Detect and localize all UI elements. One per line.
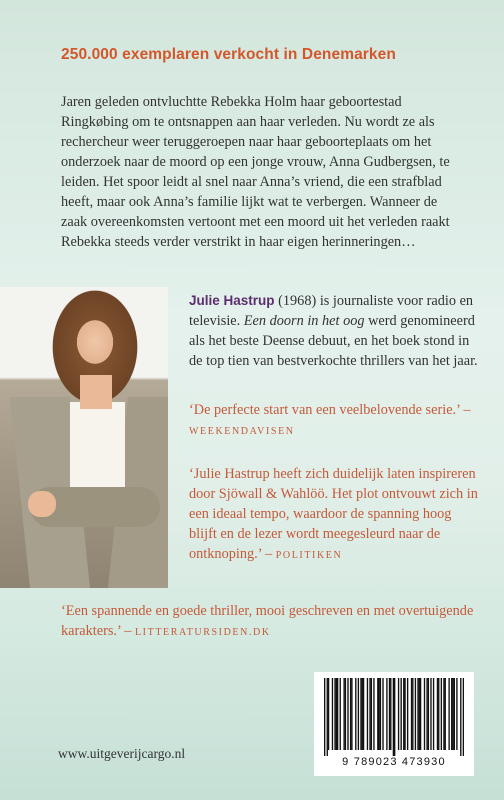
- barcode-bar: [460, 678, 461, 756]
- barcode-bar: [417, 678, 418, 750]
- author-bio-text-2: werd genomineerd als het beste Deense debuut, en het boek stond in de top tien van bestverkochte thrillers van het jaar.: [189, 313, 478, 369]
- barcode-bar: [426, 678, 427, 750]
- quote-source: WEEKENDAVISEN: [189, 426, 295, 437]
- barcode-bar: [350, 678, 351, 750]
- barcode-bar: [363, 678, 364, 750]
- barcode-bar: [445, 678, 446, 750]
- barcode-bar: [337, 678, 338, 750]
- review-quote-1: [189, 400, 479, 442]
- author-bio: [189, 291, 479, 371]
- barcode-bar: [448, 678, 449, 750]
- barcode-bar: [415, 678, 416, 750]
- barcode-bar: [443, 678, 444, 750]
- quote-text: ‘Julie Hastrup heeft zich duidelijk laten inspireren door Sjöwall & Wahlöö. Het plot ontvouwt zich in een ideaal tempo, waardoor de spanning hoog blijft en de lezer wordt meegesleurd naar de ontknoping.’ –: [189, 466, 478, 562]
- barcode-bar: [369, 678, 370, 750]
- publisher-website[interactable]: www.uitgeverijcargo.nl: [58, 746, 186, 761]
- barcode-bar: [345, 678, 346, 750]
- barcode-bar: [452, 678, 453, 750]
- blurb: Jaren geleden ontvluchtte Rebekka Holm haar geboortestad Ringkøbing om te ontsnappen aan haar verleden. Nu wordt ze als rechercheur weer teruggeroepen naar haar geboorteplaats om het onderzoek naar de moord op een jonge vrouw, Anna Gudbergsen, te leiden. Het spoor leidt al snel naar Anna’s vriend, die een strafblad heeft, maar ook Anna’s familie lijkt wat te verbergen. Wanneer de zaak overeenkomsten vertoont met een moord uit het verleden raakt Rebekka steeds verder verstrikt in haar eigen herinneringen…: [61, 94, 450, 250]
- barcode-bar: [403, 678, 404, 750]
- barcode-bar: [343, 678, 344, 750]
- barcode-bar: [367, 678, 368, 750]
- barcode-bar: [433, 678, 434, 750]
- author-name: Julie Hastrup: [189, 293, 275, 308]
- barcode-number: 9 789023 473930: [342, 756, 446, 768]
- barcode-bar: [336, 678, 337, 750]
- barcode-bar: [324, 678, 325, 756]
- barcode-bar: [394, 678, 395, 756]
- barcode-bar: [438, 678, 439, 750]
- barcode-bar: [347, 678, 348, 750]
- barcode-bar: [463, 678, 464, 756]
- barcode-bar: [411, 678, 412, 750]
- barcode-bar: [412, 678, 413, 750]
- author-bio-text-1: is journaliste voor radio en televisie.: [189, 293, 474, 329]
- barcode-bar: [358, 678, 359, 750]
- barcode-bar: [389, 678, 390, 750]
- barcode-bar: [327, 678, 328, 756]
- barcode: [314, 672, 474, 776]
- barcode-bar: [400, 678, 401, 750]
- barcode-bar: [390, 678, 391, 750]
- barcode-bar: [407, 678, 408, 750]
- barcode-bar: [454, 678, 455, 750]
- quote-text: ‘De perfecte start van een veelbelovende serie.’ –: [189, 402, 471, 418]
- barcode-bars: [324, 678, 464, 756]
- barcode-bar: [332, 678, 333, 750]
- barcode-bar: [398, 678, 399, 750]
- review-quote-3: [61, 601, 481, 643]
- barcode-bar: [360, 678, 361, 750]
- barcode-bar: [351, 678, 352, 750]
- quote-source: LITTERATURSIDEN.DK: [134, 627, 271, 638]
- barcode-bar: [382, 678, 383, 750]
- barcode-bar: [378, 678, 379, 750]
- barcode-bar: [386, 678, 387, 750]
- barcode-bar: [456, 678, 457, 750]
- barcode-bar: [377, 678, 378, 750]
- quote-source: POLITIKEN: [275, 550, 343, 561]
- barcode-bar: [355, 678, 356, 750]
- barcode-bar: [328, 678, 329, 750]
- barcode-bar: [420, 678, 421, 750]
- headline: 250.000 exemplaren verkocht in Denemarken: [61, 46, 396, 63]
- barcode-bar: [334, 678, 335, 750]
- barcode-bar: [373, 678, 374, 750]
- review-quote-2: [189, 464, 479, 566]
- book-title: Een doorn in het oog: [243, 313, 365, 329]
- author-years: (1968): [278, 293, 317, 309]
- barcode-bar: [340, 678, 341, 750]
- barcode-bar: [428, 678, 429, 750]
- barcode-bar: [380, 678, 381, 750]
- barcode-bar: [437, 678, 438, 750]
- barcode-bar: [451, 678, 452, 750]
- barcode-bar: [404, 678, 405, 750]
- barcode-bar: [393, 678, 394, 756]
- barcode-bar: [371, 678, 372, 750]
- quote-text: ‘Een spannende en goede thriller, mooi geschreven en met overtuigende karakters.’ –: [61, 603, 474, 639]
- barcode-bar: [362, 678, 363, 750]
- barcode-bar: [441, 678, 442, 750]
- author-photo: [0, 287, 168, 588]
- barcode-bar: [430, 678, 431, 750]
- barcode-bar: [424, 678, 425, 750]
- barcode-bar: [419, 678, 420, 750]
